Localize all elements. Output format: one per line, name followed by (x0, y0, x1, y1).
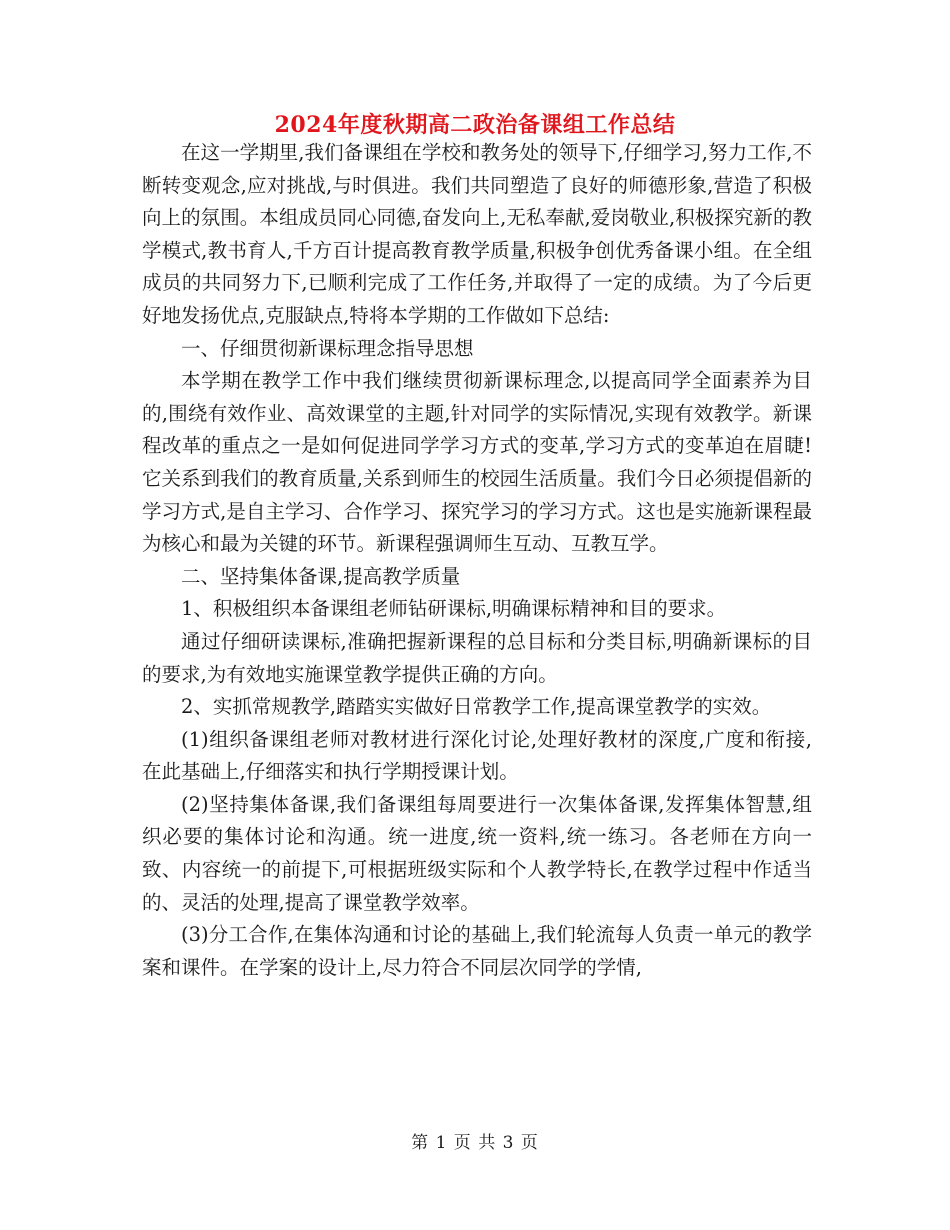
paragraph-item-1: 1、积极组织本备课组老师钻研课标,明确课标精神和目的要求。 (181, 597, 727, 621)
section-heading-1: 一、仔细贯彻新课标理念指导思想 (181, 336, 474, 360)
document-title: 2024年度秋期高二政治备课组工作总结 (274, 112, 676, 138)
paragraph-subitem-2: (2)坚持集体备课,我们备课组每周要进行一次集体备课,发挥集体智慧,组织必要的集体讨论和沟通。统一进度,统一资料,统一练习。各老师在方向一致、内容统一的前提下,可根据班级实际和个人教学特长,在教学过程中作适当的、灵活的处理,提高了课堂教学效率。 (142, 792, 812, 914)
document-body (142, 137, 812, 984)
paragraph-subitem-3: (3)分工合作,在集体沟通和讨论的基础上,我们轮流每人负责一单元的教学案和课件。在学案的设计上,尽力符合不同层次同学的学情, (142, 923, 812, 979)
paragraph-section-1: 本学期在教学工作中我们继续贯彻新课标理念,以提高同学全面素养为目的,围绕有效作业、高效课堂的主题,针对同学的实际情况,实现有效教学。新课程改革的重点之一是如何促进同学学习方式的变革,学习方式的变革迫在眉睫!它关系到我们的教育质量,关系到师生的校园生活质量。我们今日必须提倡新的学习方式,是自主学习、合作学习、探究学习的学习方式。这也是实施新课程最为核心和最为关键的环节。新课程强调师生互动、互教互学。 (142, 369, 812, 556)
paragraph-subitem-1: (1)组织备课组老师对教材进行深化讨论,处理好教材的深度,广度和衔接,在此基础上,仔细落实和执行学期授课计划。 (142, 727, 812, 784)
paragraph-item-1-detail: 通过仔细研读课标,准确把握新课程的总目标和分类目标,明确新课标的目的要求,为有效地实施课堂教学提供正确的方向。 (142, 629, 812, 686)
paragraph-intro: 在这一学期里,我们备课组在学校和教务处的领导下,仔细学习,努力工作,不断转变观念,应对挑战,与时俱进。我们共同塑造了良好的师德形象,营造了积极向上的氛围。本组成员同心同德,奋发向上,无私奉献,爱岗敬业,积极探究新的教学模式,教书育人,千方百计提高教育教学质量,积极争创优秀备课小组。在全组成员的共同努力下,已顺利完成了工作任务,并取得了一定的成绩。为了今后更好地发扬优点,克服缺点,特将本学期的工作做如下总结: (142, 141, 812, 327)
page-footer: 第 1 页 共 3 页 (411, 1133, 539, 1153)
section-heading-2: 二、坚持集体备课,提高教学质量 (181, 564, 461, 588)
paragraph-item-2: 2、实抓常规教学,踏踏实实做好日常教学工作,提高课堂教学的实效。 (181, 695, 772, 719)
